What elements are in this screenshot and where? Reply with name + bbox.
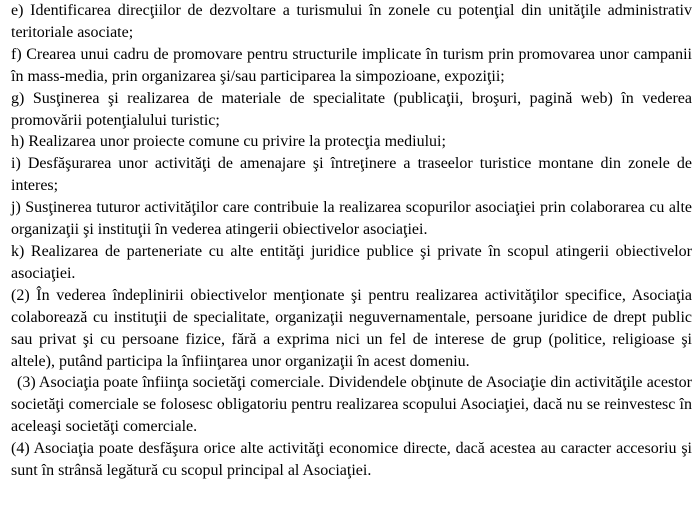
paragraph-g: g) Susţinerea şi realizarea de materiale de specialitate (publicaţii, broşuri, pagină web) în vederea promovării potenţialului turistic; bbox=[11, 89, 692, 129]
paragraph-e: e) Identificarea direcţiilor de dezvoltare a turismului în zonele cu potenţial din unităţile administrativ teritoriale asociate; bbox=[11, 2, 692, 41]
paragraph-2: (2) În vederea îndeplinirii obiectivelor menţionate şi pentru realizarea activităţilor specifice, Asociaţia colaborează cu instituţii de specialitate, organizaţii neguvernamentale, persoane juridice de drept public sau privat şi cu persoane fizice, fără a exprima nici un fel de interese de grup (politice, religioase şi altele), putând participa la înfiinţarea unor organizaţii în acest domeniu. bbox=[11, 286, 692, 370]
paragraph-3: (3) Asociaţia poate înfiinţa societăţi comerciale. Dividendele obţinute de Asociaţie din activităţile acestor societăţi comerciale se folosesc obligatoriu pentru realizarea scopului Asociaţiei, dacă nu se reinvestesc în aceleaşi societăţi comerciale. bbox=[11, 374, 692, 436]
document-body bbox=[11, 0, 692, 482]
paragraph-4: (4) Asociaţia poate desfăşura orice alte activităţi economice directe, dacă acestea au caracter accesoriu şi sunt în strânsă legătură cu scopul principal al Asociaţiei. bbox=[11, 440, 692, 480]
paragraph-h: h) Realizarea unor proiecte comune cu privire la protecţia mediului; bbox=[11, 133, 446, 151]
paragraph-f: f) Crearea unui cadru de promovare pentru structurile implicate în turism prin promovarea unor campanii în mass-media, prin organizarea şi/sau participarea la simpozioane, expoziţii; bbox=[11, 45, 692, 85]
paragraph-k: k) Realizarea de parteneriate cu alte entităţi juridice publice şi private în scopul atingerii obiectivelor asociaţiei. bbox=[11, 242, 692, 282]
paragraph-j: j) Susţinerea tuturor activităţilor care contribuie la realizarea scopurilor asociaţiei prin colaborarea cu alte organizaţii şi instituţii în vederea atingerii obiectivelor asociaţiei. bbox=[11, 199, 692, 239]
paragraph-i: i) Desfăşurarea unor activităţi de amenajare şi întreţinere a traseelor turistice montane din zonele de interes; bbox=[11, 155, 692, 195]
